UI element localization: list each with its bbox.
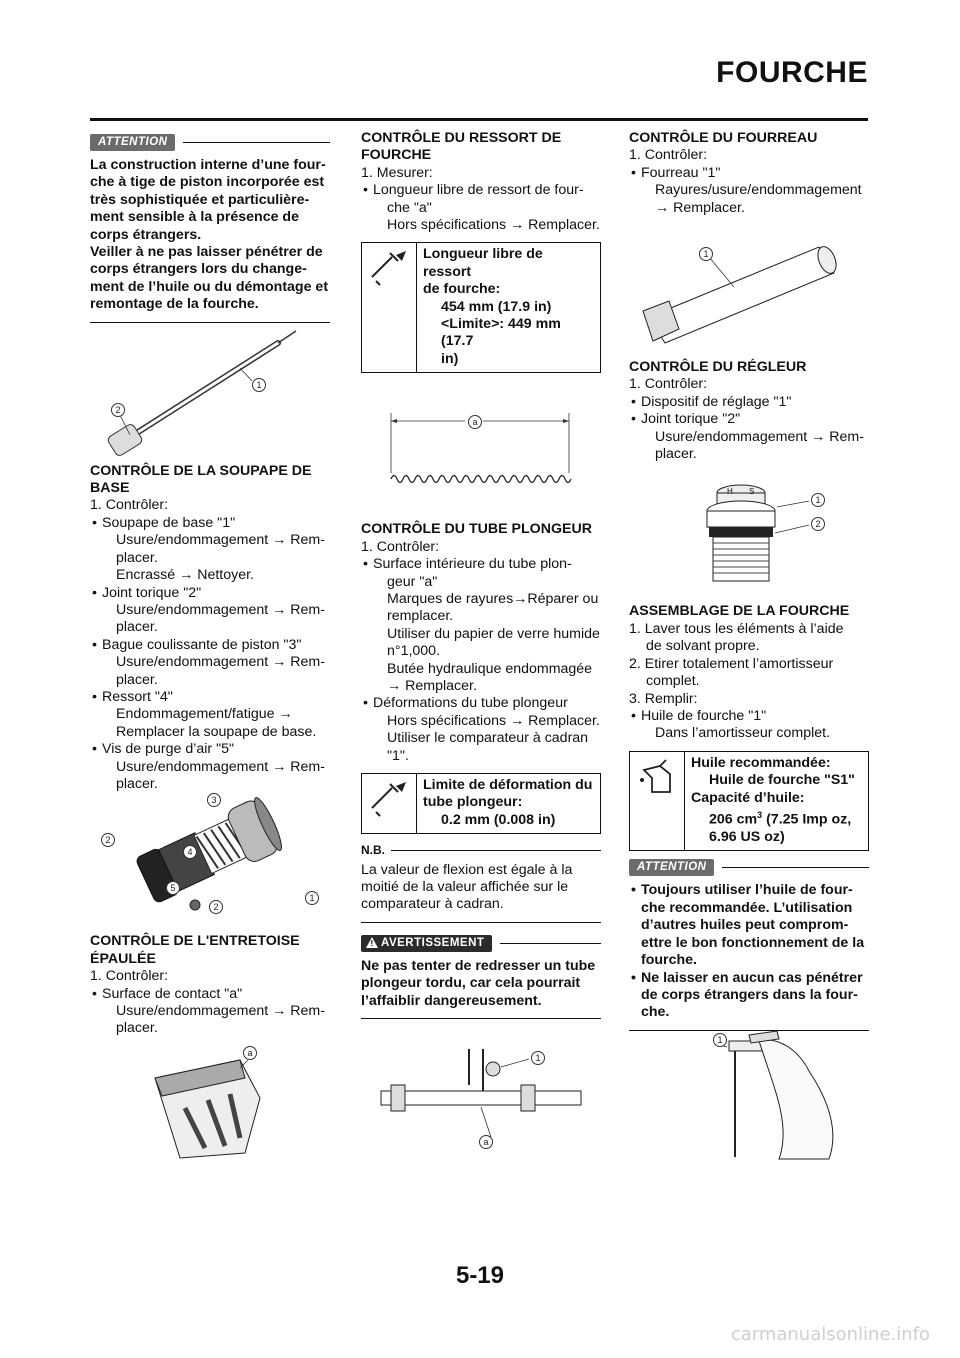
section-title-spacer: CONTRÔLE DE L'ENTRETOISE ÉPAULÉE	[90, 933, 300, 967]
warning-text: Ne pas tenter de redresser un tube plongeur tordu, car cela pourrait l’affaiblir dangereusement.	[361, 957, 596, 1009]
section-body-assembly: 1. Laver tous les éléments à l’aide de solvant propre. 2. Etirer totalement l’amortisseur complet. 3. Remplir: • Huile de fourche "1" Dans l’amortisseur complet.	[629, 621, 869, 743]
attention-header-2	[629, 859, 869, 876]
column-3	[629, 130, 869, 1161]
base-valve-illustration	[90, 793, 330, 933]
figure-damper-rod	[90, 323, 330, 463]
watermark: carmanualsonline.info	[730, 1324, 930, 1345]
section-body-outer-tube: 1. Contrôler: • Fourreau "1" Rayures/usure/endommagement → Remplacer.	[629, 147, 869, 217]
spec-box-spring-length: Longueur libre de ressort de fourche: 454 mm (17.9 in) <Limite>: 449 mm (17.7 in)	[361, 242, 601, 373]
callout-2-adjuster: 2	[811, 517, 825, 531]
callout-1-adjuster: 1	[811, 493, 825, 507]
nb-text: La valeur de flexion est égale à la moitié de la valeur affichée sur le comparateur à cadran.	[361, 861, 573, 913]
section-title-inner-tube: CONTRÔLE DU TUBE PLONGEUR	[361, 521, 592, 538]
attention-header	[90, 134, 330, 151]
adjuster-illustration	[629, 463, 869, 603]
figure-fork-spring	[361, 381, 601, 521]
callout-5: 5	[166, 881, 180, 895]
wrench-spec-icon	[362, 774, 417, 833]
callout-1-oil: 1	[713, 1033, 727, 1047]
oil-fill-illustration	[629, 1031, 869, 1161]
figure-tube-runout	[361, 1019, 601, 1154]
callout-4: 4	[183, 845, 197, 859]
header-rule	[90, 118, 868, 121]
damper-rod-illustration	[90, 323, 330, 463]
spec-box-tube-runout: Limite de déformation du tube plongeur: 0.2 mm (0.008 in)	[361, 773, 601, 834]
figure-spacer	[90, 1038, 330, 1168]
section-body-fork-spring: 1. Mesurer: • Longueur libre de ressort de four- che "a" Hors spécifications → Remplacer.	[361, 165, 601, 235]
section-body-adjuster: 1. Contrôler: • Dispositif de réglage "1" • Joint torique "2" Usure/endommagement → Rem- placer.	[629, 376, 869, 463]
warning-badge: ! AVERTISSEMENT	[361, 935, 492, 952]
column-1	[90, 130, 330, 1168]
callout-a: a	[243, 1046, 257, 1060]
fork-spring-illustration	[361, 381, 601, 521]
wrench-spec-icon	[362, 243, 417, 372]
oil-can-icon	[630, 752, 685, 851]
section-title-outer-tube: CONTRÔLE DU FOURREAU	[629, 130, 818, 146]
callout-a-tube: a	[479, 1135, 493, 1149]
figure-oil-fill	[629, 1031, 869, 1161]
mark-s: S	[749, 487, 755, 497]
section-title-fork-spring: CONTRÔLE DU RESSORT DE FOURCHE	[361, 130, 562, 164]
nb-header: N.B.	[361, 842, 601, 859]
callout-1: 1	[252, 378, 266, 392]
tube-runout-illustration	[361, 1019, 601, 1154]
outer-tube-illustration	[629, 217, 869, 359]
column-2	[361, 130, 601, 1154]
callout-a-spring: a	[468, 415, 482, 429]
figure-adjuster	[629, 463, 869, 603]
callout-2a: 2	[101, 833, 115, 847]
attention-text: La construction interne d’une four- che à tige de piston incorporée est très sophistiquée et particulière- ment sensible à la présence de corps étrangers. Veiller à ne pas laisser pénétrer de corps étrangers lors du change- ment de l’huile ou du démontage et remontage de la fourche.	[90, 157, 329, 313]
page-number: 5-19	[455, 1262, 505, 1289]
spec-box-oil: Huile recommandée: Huile de fourche "S1" Capacité d’huile: 206 $cm^3$ (7.25 Imp oz, 6.96 US oz)	[629, 751, 869, 852]
callout-1-sleeve: 1	[699, 247, 713, 261]
section-body-base-valve: 1. Contrôler: • Soupape de base "1" Usure/endommagement → Rem- placer. Encrassé → Nettoyer. • Joint torique "2" Usure/endommagement → Rem- placer. • Bague coulissante de piston "3" Usure/endommagement → Rem- placer. • Ressort "4" Endommagement/fatigue → Remplacer la soupape de base. • Vis de purge d’air "5" Usure/endommagement → Rem- placer.	[90, 497, 330, 793]
spacer-illustration	[90, 1038, 330, 1168]
callout-2b: 2	[209, 900, 223, 914]
section-title-assembly: ASSEMBLAGE DE LA FOURCHE	[629, 603, 850, 620]
figure-base-valve	[90, 793, 330, 933]
callout-3: 3	[207, 793, 221, 807]
attention-text-2: • Toujours utiliser l’huile de four- che recommandée. L’utilisation d’autres huiles peut comprom- ettre le bon fonctionnement de la fourche. • Ne laisser en aucun cas pénétrer de corps étrangers dans la four- che.	[629, 882, 869, 1021]
figure-outer-tube	[629, 217, 869, 359]
mark-h: H	[727, 487, 733, 497]
section-title-base-valve: CONTRÔLE DE LA SOUPAPE DE BASE	[90, 462, 312, 497]
section-body-inner-tube: 1. Contrôler: • Surface intérieure du tube plon- geur "a" Marques de rayures→Réparer ou remplacer. Utiliser du papier de verre humide n°1,000. Butée hydraulique endommagée → Remplacer. • Déformations du tube plongeur Hors spécifications → Remplacer. Utiliser le comparateur à cadran "1".	[361, 539, 601, 765]
warning-header	[361, 935, 601, 952]
section-title-adjuster: CONTRÔLE DU RÉGLEUR	[629, 359, 807, 376]
attention-badge-2: ATTENTION	[629, 859, 714, 876]
attention-badge: ATTENTION	[90, 134, 175, 151]
section-body-spacer: 1. Contrôler: • Surface de contact "a" Usure/endommagement → Rem- placer.	[90, 968, 330, 1038]
callout-1b: 1	[305, 891, 319, 905]
callout-2: 2	[111, 403, 125, 417]
callout-1-tube: 1	[531, 1051, 545, 1065]
page-title: FOURCHE	[716, 56, 868, 89]
